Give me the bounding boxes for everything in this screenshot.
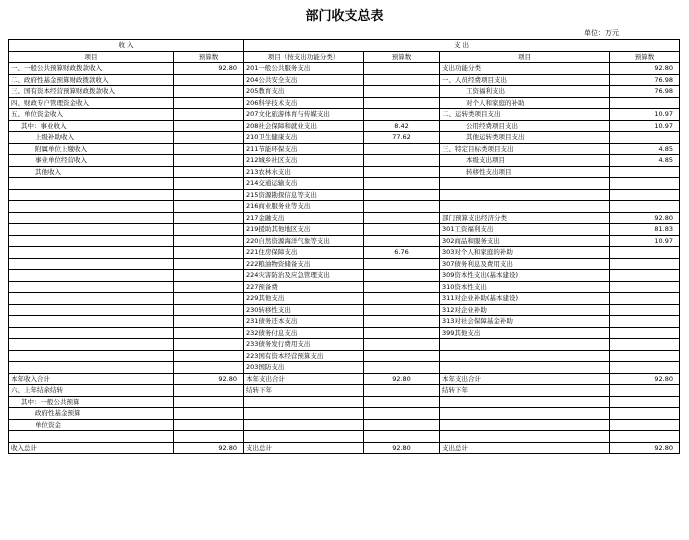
econ-item-cell: 转移性支出项目 xyxy=(440,166,610,178)
income-budget-cell xyxy=(174,258,244,270)
func-item-cell: 223国有资本经营预算支出 xyxy=(244,350,364,362)
income-budget-cell xyxy=(174,97,244,109)
econ-item-cell: 313对社会保障基金补助 xyxy=(440,316,610,328)
func-item-cell: 本年支出合计 xyxy=(244,373,364,385)
income-budget-cell xyxy=(174,385,244,397)
income-item-cell: 附属单位上缴收入 xyxy=(9,143,174,155)
income-item-cell: 上级补助收入 xyxy=(9,132,174,144)
func-budget-cell xyxy=(364,419,440,431)
income-item-cell xyxy=(9,293,174,305)
table-row xyxy=(9,166,680,178)
unit-label: 单位：万元 xyxy=(584,29,619,37)
econ-item-cell xyxy=(440,339,610,351)
income-item-cell: 单位资金 xyxy=(9,419,174,431)
econ-item-cell: 307债务利息及费用支出 xyxy=(440,258,610,270)
income-item-cell xyxy=(9,189,174,201)
table-row xyxy=(9,155,680,167)
income-item-cell: 四、财政专户管理资金收入 xyxy=(9,97,174,109)
income-budget-cell xyxy=(174,212,244,224)
func-budget-cell xyxy=(364,166,440,178)
func-item-cell: 221住房保障支出 xyxy=(244,247,364,259)
econ-item-cell xyxy=(440,178,610,190)
income-budget-cell xyxy=(174,316,244,328)
income-item-cell xyxy=(9,235,174,247)
econ-budget-cell: 4.85 xyxy=(610,155,680,167)
income-budget-cell xyxy=(174,293,244,305)
table-row xyxy=(9,178,680,190)
table-row xyxy=(9,316,680,328)
econ-item-cell: 支出功能分类 xyxy=(440,63,610,75)
income-item-cell xyxy=(9,362,174,374)
income-budget-cell xyxy=(174,327,244,339)
func-item-cell: 216商业服务业等支出 xyxy=(244,201,364,213)
table-row xyxy=(9,270,680,282)
econ-budget-cell xyxy=(610,304,680,316)
income-budget-cell xyxy=(174,396,244,408)
income-budget-cell xyxy=(174,281,244,293)
econ-budget-cell: 10.97 xyxy=(610,120,680,132)
func-budget-cell: 92.80 xyxy=(364,442,440,454)
func-budget-cell xyxy=(364,385,440,397)
table-row xyxy=(9,109,680,121)
func-item-cell: 206科学技术支出 xyxy=(244,97,364,109)
func-budget-cell xyxy=(364,304,440,316)
income-budget-cell xyxy=(174,350,244,362)
econ-item-cell: 303对个人和家庭的补助 xyxy=(440,247,610,259)
econ-budget-cell xyxy=(610,396,680,408)
econ-budget-cell: 10.97 xyxy=(610,109,680,121)
func-budget-cell xyxy=(364,339,440,351)
func-item-cell: 208社会保障和就业支出 xyxy=(244,120,364,132)
func-item-cell: 231债务还本支出 xyxy=(244,316,364,328)
econ-budget-cell: 4.85 xyxy=(610,143,680,155)
econ-item-cell xyxy=(440,419,610,431)
func-item-cell: 230转移性支出 xyxy=(244,304,364,316)
income-item-cell: 二、政府性基金预算财政拨款收入 xyxy=(9,74,174,86)
econ-item-cell: 一、人员经费项目支出 xyxy=(440,74,610,86)
func-item-cell: 结转下年 xyxy=(244,385,364,397)
table-row xyxy=(9,339,680,351)
econ-item-cell: 399其他支出 xyxy=(440,327,610,339)
income-budget-cell xyxy=(174,178,244,190)
func-budget-cell: 8.42 xyxy=(364,120,440,132)
income-budget-cell xyxy=(174,339,244,351)
func-item-cell: 222粮油物资储备支出 xyxy=(244,258,364,270)
income-item-cell: 五、单位资金收入 xyxy=(9,109,174,121)
income-budget-cell: 92.80 xyxy=(174,373,244,385)
econ-item-cell: 311对企业补助(基本建设) xyxy=(440,293,610,305)
income-budget-cell xyxy=(174,408,244,420)
econ-budget-cell: 92.80 xyxy=(610,212,680,224)
table-row xyxy=(9,247,680,259)
func-item-cell: 227预备费 xyxy=(244,281,364,293)
income-budget-cell xyxy=(174,86,244,98)
income-item-cell xyxy=(9,247,174,259)
func-item-cell: 232债务付息支出 xyxy=(244,327,364,339)
income-item-cell xyxy=(9,270,174,282)
econ-budget-cell xyxy=(610,178,680,190)
func-budget-cell xyxy=(364,155,440,167)
table-row xyxy=(9,408,680,420)
econ-budget-cell: 76.98 xyxy=(610,86,680,98)
econ-budget-cell xyxy=(610,385,680,397)
header-row-1 xyxy=(9,40,680,52)
func-item-cell: 201一般公共服务支出 xyxy=(244,63,364,75)
expense-header: 支 出 xyxy=(244,40,680,52)
func-item-cell: 211节能环保支出 xyxy=(244,143,364,155)
income-header: 收 入 xyxy=(9,40,244,52)
econ-item-cell xyxy=(440,350,610,362)
table-row xyxy=(9,63,680,75)
func-budget-cell xyxy=(364,258,440,270)
income-budget-cell xyxy=(174,419,244,431)
econ-budget-cell xyxy=(610,247,680,259)
table-row xyxy=(9,419,680,431)
col-income-item: 项目 xyxy=(9,51,174,63)
income-item-cell xyxy=(9,327,174,339)
table-row xyxy=(9,212,680,224)
col-econ-budget: 预算数 xyxy=(610,51,680,63)
func-item-cell: 支出总计 xyxy=(244,442,364,454)
econ-item-cell: 312对企业补助 xyxy=(440,304,610,316)
income-item-cell xyxy=(9,281,174,293)
header-row-2 xyxy=(9,51,680,63)
func-item-cell: 213农林水支出 xyxy=(244,166,364,178)
func-budget-cell: 92.80 xyxy=(364,373,440,385)
income-item-cell xyxy=(9,224,174,236)
income-budget-cell xyxy=(174,189,244,201)
income-budget-cell xyxy=(174,247,244,259)
econ-budget-cell xyxy=(610,293,680,305)
func-budget-cell xyxy=(364,350,440,362)
econ-item-cell: 309资本性支出(基本建设) xyxy=(440,270,610,282)
econ-item-cell: 302商品和服务支出 xyxy=(440,235,610,247)
table-row xyxy=(9,97,680,109)
income-item-cell: 事业单位经营收入 xyxy=(9,155,174,167)
table-row xyxy=(9,304,680,316)
econ-budget-cell: 81.83 xyxy=(610,224,680,236)
income-budget-cell xyxy=(174,74,244,86)
func-budget-cell xyxy=(364,327,440,339)
econ-item-cell xyxy=(440,201,610,213)
econ-budget-cell: 92.80 xyxy=(610,442,680,454)
income-item-cell: 其他收入 xyxy=(9,166,174,178)
econ-item-cell: 二、运转类项目支出 xyxy=(440,109,610,121)
table-row xyxy=(9,74,680,86)
econ-budget-cell xyxy=(610,166,680,178)
table-row xyxy=(9,143,680,155)
econ-item-cell xyxy=(440,408,610,420)
econ-item-cell: 本年支出合计 xyxy=(440,373,610,385)
econ-budget-cell xyxy=(610,97,680,109)
econ-budget-cell xyxy=(610,362,680,374)
col-econ-item: 项目 xyxy=(440,51,610,63)
econ-item-cell: 结转下年 xyxy=(440,385,610,397)
func-budget-cell xyxy=(364,178,440,190)
func-budget-cell xyxy=(364,270,440,282)
func-budget-cell xyxy=(364,431,440,443)
func-budget-cell xyxy=(364,316,440,328)
econ-budget-cell xyxy=(610,189,680,201)
income-item-cell: 其中：一般公共预算 xyxy=(9,396,174,408)
econ-budget-cell xyxy=(610,132,680,144)
table-row xyxy=(9,327,680,339)
econ-item-cell: 支出总计 xyxy=(440,442,610,454)
table-row xyxy=(9,235,680,247)
func-item-cell: 210卫生健康支出 xyxy=(244,132,364,144)
income-item-cell: 政府性基金预算 xyxy=(9,408,174,420)
func-budget-cell xyxy=(364,212,440,224)
income-budget-cell xyxy=(174,431,244,443)
table-row xyxy=(9,120,680,132)
econ-budget-cell xyxy=(610,419,680,431)
income-budget-cell xyxy=(174,166,244,178)
func-budget-cell xyxy=(364,74,440,86)
func-budget-cell xyxy=(364,224,440,236)
table-row xyxy=(9,189,680,201)
income-item-cell xyxy=(9,350,174,362)
econ-budget-cell xyxy=(610,339,680,351)
table-row xyxy=(9,442,680,454)
func-item-cell xyxy=(244,431,364,443)
econ-budget-cell xyxy=(610,327,680,339)
income-budget-cell xyxy=(174,362,244,374)
income-item-cell: 三、国有资本经营预算财政拨款收入 xyxy=(9,86,174,98)
func-budget-cell xyxy=(364,97,440,109)
func-budget-cell: 6.76 xyxy=(364,247,440,259)
func-budget-cell xyxy=(364,281,440,293)
func-budget-cell xyxy=(364,293,440,305)
income-budget-cell xyxy=(174,270,244,282)
func-item-cell xyxy=(244,396,364,408)
income-budget-cell xyxy=(174,120,244,132)
income-item-cell xyxy=(9,339,174,351)
income-budget-cell: 92.80 xyxy=(174,63,244,75)
econ-budget-cell xyxy=(610,350,680,362)
econ-budget-cell: 76.98 xyxy=(610,74,680,86)
func-item-cell: 204公共安全支出 xyxy=(244,74,364,86)
func-item-cell: 212城乡社区支出 xyxy=(244,155,364,167)
func-budget-cell xyxy=(364,235,440,247)
econ-budget-cell: 92.80 xyxy=(610,373,680,385)
func-item-cell: 220自然资源海洋气象等支出 xyxy=(244,235,364,247)
income-budget-cell: 92.80 xyxy=(174,442,244,454)
func-budget-cell xyxy=(364,201,440,213)
econ-item-cell xyxy=(440,431,610,443)
table-row xyxy=(9,281,680,293)
econ-item-cell: 310资本性支出 xyxy=(440,281,610,293)
econ-budget-cell xyxy=(610,281,680,293)
func-budget-cell xyxy=(364,362,440,374)
func-item-cell: 207文化旅游体育与传媒支出 xyxy=(244,109,364,121)
table-row xyxy=(9,293,680,305)
income-item-cell: 一、一般公共预算财政拨款收入 xyxy=(9,63,174,75)
table-row xyxy=(9,396,680,408)
col-income-budget: 预算数 xyxy=(174,51,244,63)
econ-budget-cell xyxy=(610,258,680,270)
func-budget-cell xyxy=(364,86,440,98)
page-title: 部门收支总表 xyxy=(305,9,384,24)
func-item-cell: 219援助其他地区支出 xyxy=(244,224,364,236)
func-item-cell: 224灾害防治及应急管理支出 xyxy=(244,270,364,282)
income-item-cell xyxy=(9,258,174,270)
func-budget-cell: 77.62 xyxy=(364,132,440,144)
econ-item-cell: 其他运转类项目支出 xyxy=(440,132,610,144)
table-row xyxy=(9,350,680,362)
econ-item-cell xyxy=(440,189,610,201)
func-budget-cell xyxy=(364,189,440,201)
table-row xyxy=(9,86,680,98)
econ-item-cell xyxy=(440,396,610,408)
econ-budget-cell xyxy=(610,316,680,328)
func-item-cell: 214交通运输支出 xyxy=(244,178,364,190)
budget-table xyxy=(8,39,680,454)
col-func-budget: 预算数 xyxy=(364,51,440,63)
econ-item-cell: 对个人和家庭的补助 xyxy=(440,97,610,109)
income-item-cell xyxy=(9,201,174,213)
table-row xyxy=(9,132,680,144)
table-row xyxy=(9,258,680,270)
income-item-cell: 其中：事业收入 xyxy=(9,120,174,132)
col-func-item: 项目（按支出功能分类） xyxy=(244,51,364,63)
func-budget-cell xyxy=(364,396,440,408)
income-budget-cell xyxy=(174,143,244,155)
econ-budget-cell xyxy=(610,201,680,213)
income-item-cell xyxy=(9,178,174,190)
income-item-cell: 本年收入合计 xyxy=(9,373,174,385)
income-budget-cell xyxy=(174,155,244,167)
econ-budget-cell: 92.80 xyxy=(610,63,680,75)
func-budget-cell xyxy=(364,143,440,155)
income-item-cell: 收入总计 xyxy=(9,442,174,454)
func-item-cell: 215资源勘探信息等支出 xyxy=(244,189,364,201)
econ-budget-cell: 10.97 xyxy=(610,235,680,247)
func-item-cell xyxy=(244,408,364,420)
func-budget-cell xyxy=(364,63,440,75)
econ-item-cell: 工资福利支出 xyxy=(440,86,610,98)
table-row xyxy=(9,224,680,236)
func-budget-cell xyxy=(364,109,440,121)
econ-item-cell: 三、特定目标类项目支出 xyxy=(440,143,610,155)
econ-budget-cell xyxy=(610,431,680,443)
income-budget-cell xyxy=(174,235,244,247)
econ-item-cell xyxy=(440,362,610,374)
income-item-cell xyxy=(9,304,174,316)
func-budget-cell xyxy=(364,408,440,420)
econ-item-cell: 本级支出项目 xyxy=(440,155,610,167)
table-row xyxy=(9,373,680,385)
table-row xyxy=(9,431,680,443)
income-budget-cell xyxy=(174,224,244,236)
income-budget-cell xyxy=(174,304,244,316)
econ-item-cell: 公用经费项目支出 xyxy=(440,120,610,132)
econ-budget-cell xyxy=(610,408,680,420)
income-item-cell xyxy=(9,316,174,328)
econ-item-cell: 部门预算支出经济分类 xyxy=(440,212,610,224)
table-row xyxy=(9,385,680,397)
econ-item-cell: 301工资福利支出 xyxy=(440,224,610,236)
income-budget-cell xyxy=(174,201,244,213)
income-budget-cell xyxy=(174,132,244,144)
income-item-cell: 六、上年结余结转 xyxy=(9,385,174,397)
func-item-cell: 203国防支出 xyxy=(244,362,364,374)
income-budget-cell xyxy=(174,109,244,121)
func-item-cell xyxy=(244,419,364,431)
table-row xyxy=(9,362,680,374)
table-row xyxy=(9,201,680,213)
income-item-cell xyxy=(9,212,174,224)
func-item-cell: 229其他支出 xyxy=(244,293,364,305)
func-item-cell: 217金融支出 xyxy=(244,212,364,224)
econ-budget-cell xyxy=(610,270,680,282)
income-item-cell xyxy=(9,431,174,443)
func-item-cell: 205教育支出 xyxy=(244,86,364,98)
func-item-cell: 233债务发行费用支出 xyxy=(244,339,364,351)
